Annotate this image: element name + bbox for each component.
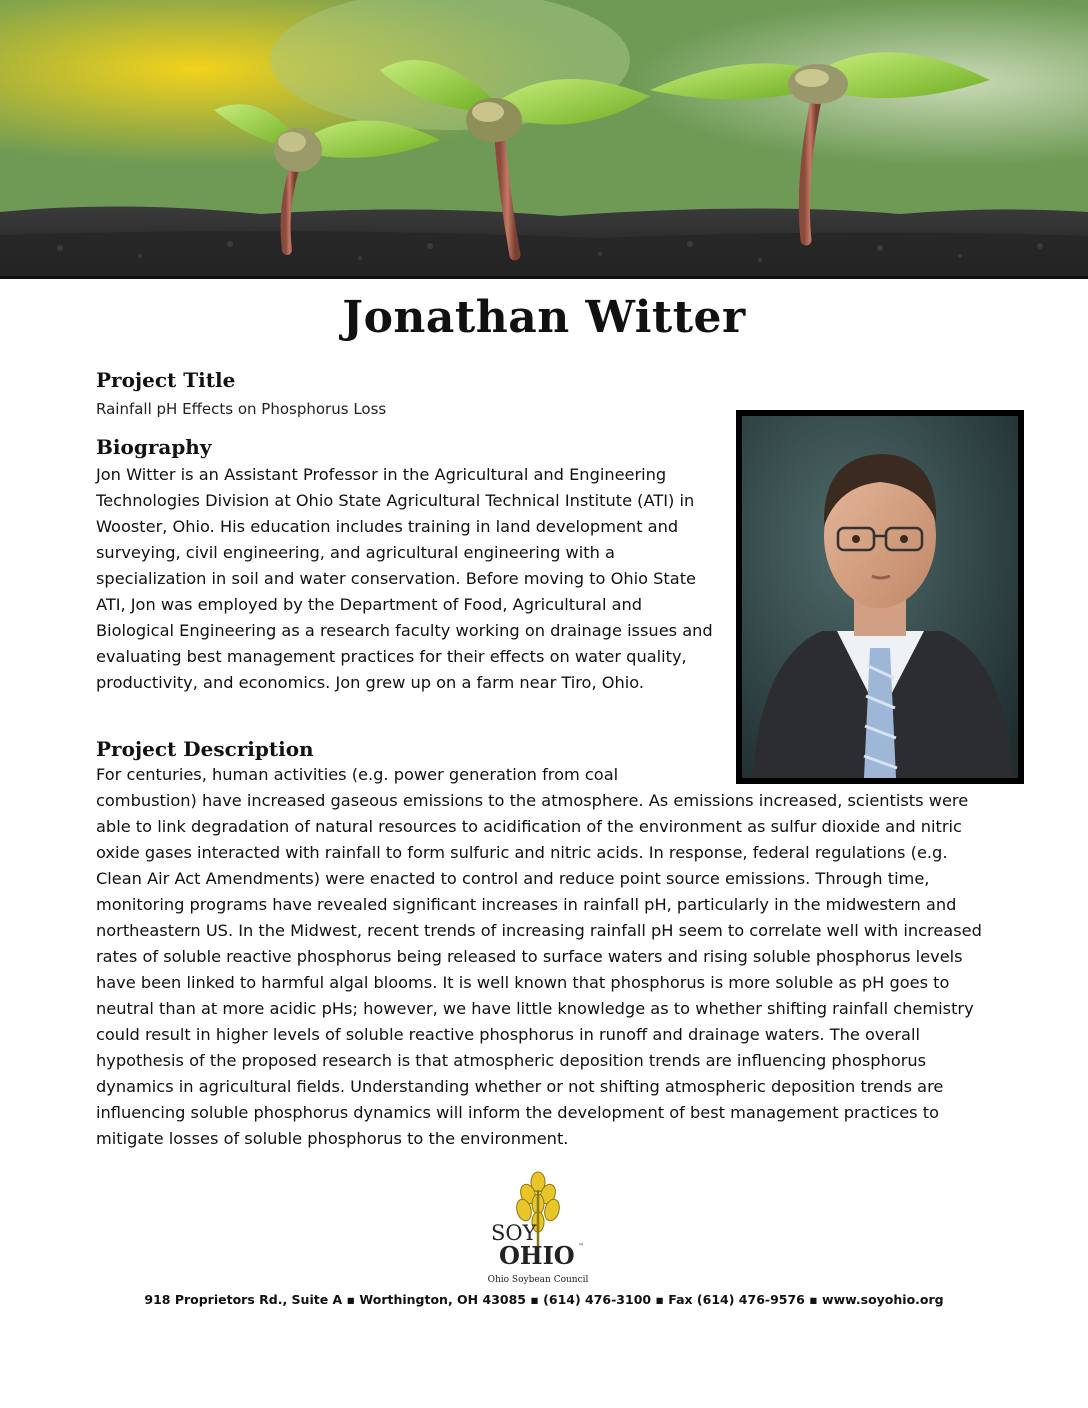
biography-heading: Biography [96, 435, 212, 459]
seedlings-illustration [0, 0, 1088, 276]
project-title-heading: Project Title [96, 368, 236, 392]
logo-tagline: Ohio Soybean Council [487, 1275, 589, 1285]
project-title-text: Rainfall pH Effects on Phosphorus Loss [96, 400, 387, 418]
footer-contact-info: 918 Proprietors Rd., Suite A ▪ Worthington, OH 43085 ▪ (614) 476-3100 ▪ Fax (614) 476-9576 ▪ www.soyohio.org [144, 1292, 944, 1307]
portrait-illustration [742, 416, 1018, 778]
biography-text: Jon Witter is an Assistant Professor in the Agricultural and Engineering Technologies Division at Ohio State Agricultural Technical Institute (ATI) in Wooster, Ohio. His education includes training in land development and surveying, civil engineering, and agricultural engineering with a specialization in soil and water conservation. Before moving to Ohio State ATI, Jon was employed by the Department of Food, Agricultural and Biological Engineering as a research faculty working on drainage issues and evaluating best management practices for their effects on water quality, productivity, and economics. Jon grew up on a farm near Tiro, Ohio. [96, 465, 713, 692]
logo-word-ohio: OHIO [499, 1241, 575, 1270]
project-description-heading: Project Description [96, 737, 314, 761]
soybean-pod-icon [478, 1170, 598, 1288]
project-description-body: For centuries, human activities (e.g. power generation from coal combustion) have increased gaseous emissions to the atmosphere. As emissions increased, scientists were able to link degradation of natural resources to acidification of the environment as sulfur dioxide and nitric oxide gases interacted with rainfall to form sulfuric and nitric acids. In response, federal regulations (e.g. Clean Air Act Amendments) were enacted to control and reduce point source emissions. Through time, monitoring programs have revealed significant increases in rainfall pH, particularly in the midwestern and northeastern US. In the Midwest, recent trends of increasing rainfall pH seem to correlate well with increased rates of soluble reactive phosphorus being released to surface waters and rising soluble phosphorus levels have been linked to harmful algal blooms. It is well known that phosphorus is more soluble as pH goes to neutral than at more acidic pHs; however, we have little knowledge as to whether shifting rainfall chemistry could result in higher levels of soluble reactive phosphorus in runoff and drainage waters. The overall hypothesis of the proposed research is that atmospheric deposition trends are influencing phosphorus dynamics in agricultural fields. Understanding whether or not shifting atmospheric deposition trends are influencing soluble phosphorus dynamics will inform the development of best management practices to mitigate losses of soluble phosphorus to the environment. [96, 765, 982, 1148]
project-description-text [96, 762, 996, 1152]
person-name: Jonathan Witter [342, 292, 746, 343]
logo-word-soy: SOY [491, 1221, 537, 1245]
logo-trademark: ™ [578, 1243, 584, 1250]
portrait-photo [736, 410, 1024, 784]
header-banner-image [0, 0, 1088, 279]
soy-ohio-logo [478, 1170, 598, 1288]
